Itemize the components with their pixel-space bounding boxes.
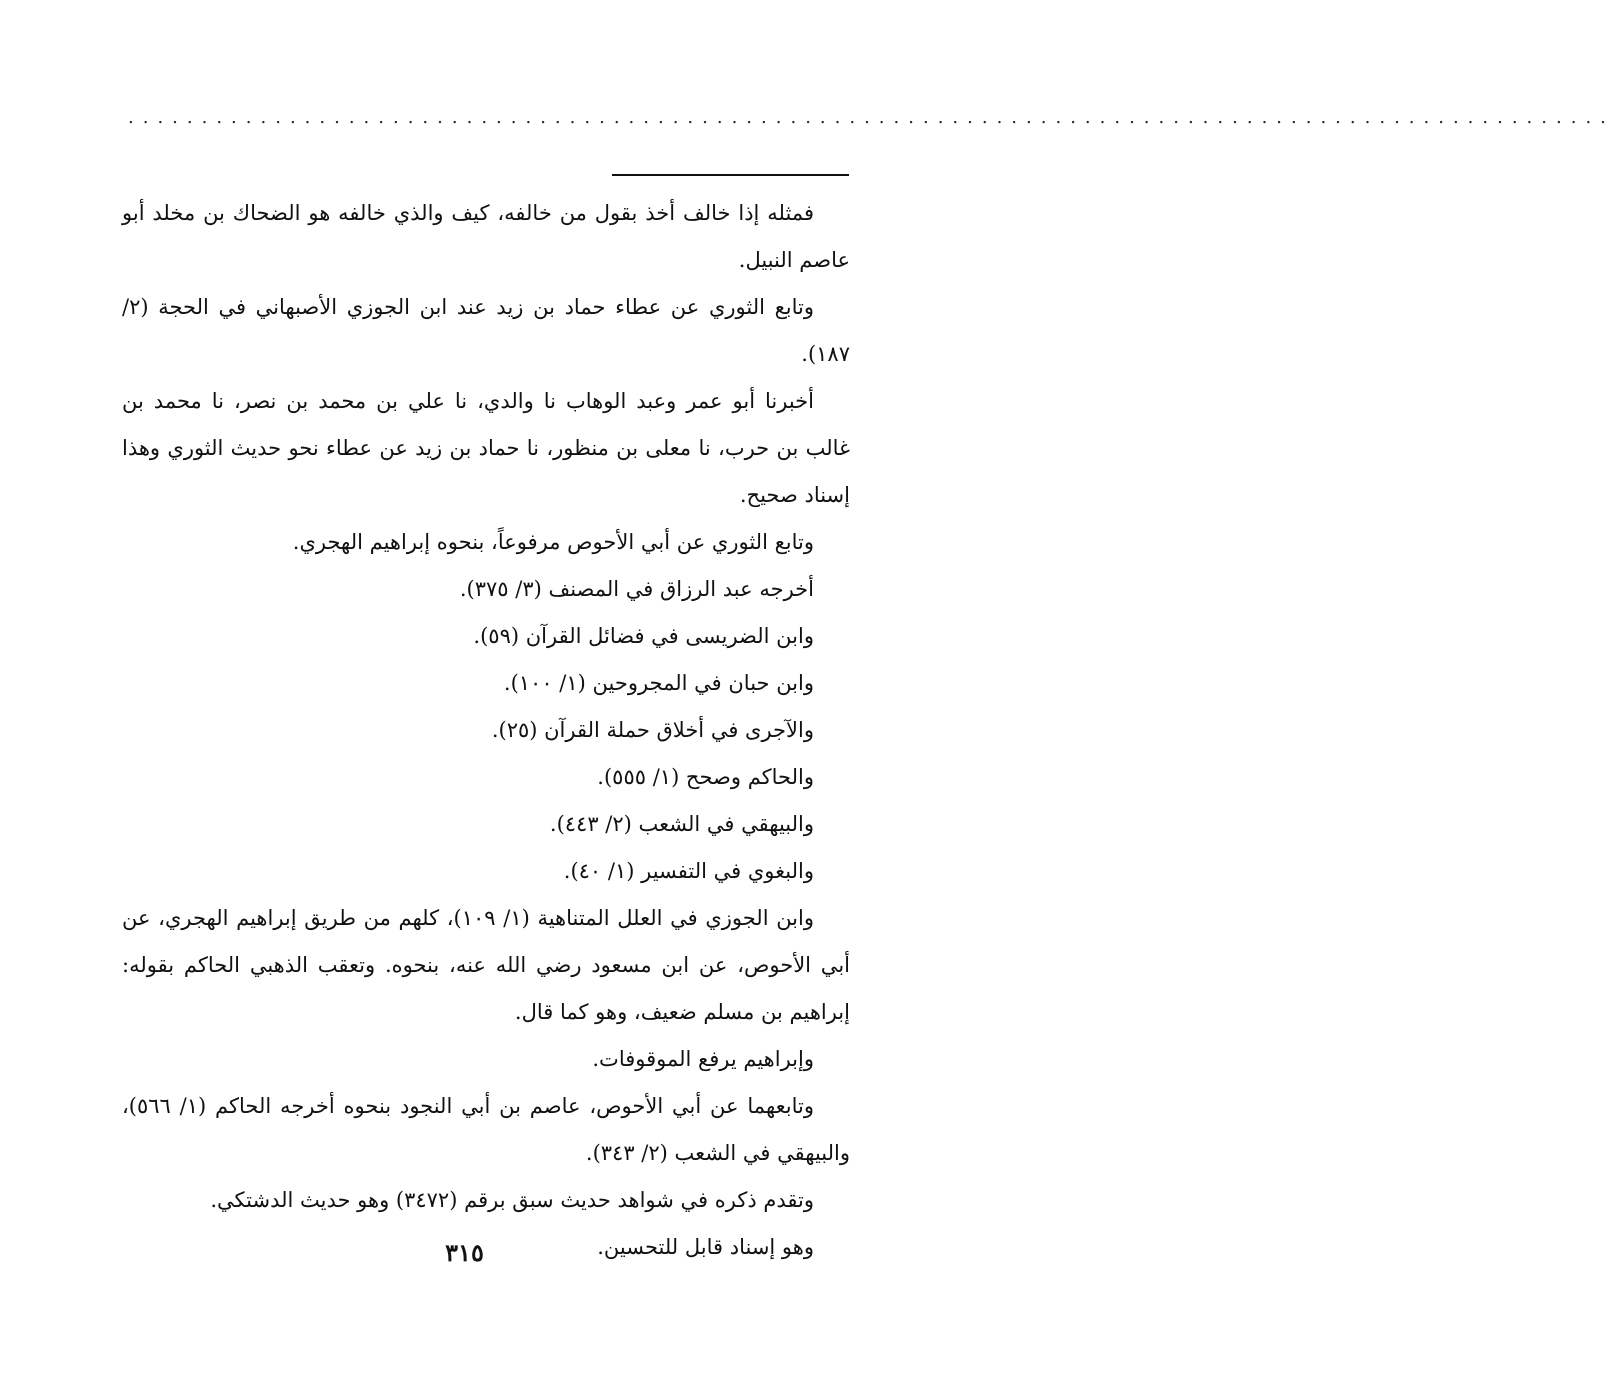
- paragraph-3: أخبرنا أبو عمر وعبد الوهاب نا والدي، نا علي بن محمد بن نصر، نا محمد بن غالب بن حرب، نا معلى بن منظور، نا حماد بن زيد عن عطاء نحو حديث الثوري وهذا إسناد صحيح.: [122, 389, 850, 507]
- paragraph-1: فمثله إذا خالف أخذ بقول من خالفه، كيف والذي خالفه هو الضحاك بن مخلد أبو عاصم النبيل.: [122, 201, 850, 272]
- paragraph-conclusion: وهو إسناد قابل للتحسين.: [597, 1235, 814, 1259]
- paragraph-shawahid: وتقدم ذكره في شواهد حديث سبق برقم (٣٤٧٢) وهو حديث الدشتكي.: [210, 1188, 814, 1212]
- paragraph-ibrahim: وإبراهيم يرفع الموقوفات.: [592, 1047, 814, 1071]
- citation-ajurri: والآجرى في أخلاق حملة القرآن (٢٥).: [491, 718, 814, 742]
- paragraph-ibn-jawzi: وابن الجوزي في العلل المتناهية (١/ ١٠٩)، كلهم من طريق إبراهيم الهجري، عن أبي الأحوص، عن ابن مسعود رضي الله عنه، بنحوه. وتعقب الذهبي الحاكم بقوله: إبراهيم بن مسلم ضعيف، وهو كما قال.: [122, 906, 850, 1024]
- dotted-separator: .....................................................................................................: [128, 107, 1615, 128]
- footnote-separator-line: [612, 174, 849, 176]
- citation-daris: وابن الضريسى في فضائل القرآن (٥٩).: [473, 624, 814, 648]
- citation-baghawi: والبغوي في التفسير (١/ ٤٠).: [563, 859, 814, 883]
- citation-abdulrazzaq: أخرجه عبد الرزاق في المصنف (٣/ ٣٧٥).: [459, 577, 814, 601]
- paragraph-asim: وتابعهما عن أبي الأحوص، عاصم بن أبي النجود بنحوه أخرجه الحاكم (١/ ٥٦٦)، والبيهقي في الشعب (٢/ ٣٤٣).: [122, 1094, 850, 1165]
- citation-ibn-hibban: وابن حبان في المجروحين (١/ ١٠٠).: [503, 671, 814, 695]
- citation-hakim: والحاكم وصحح (١/ ٥٥٥).: [597, 765, 814, 789]
- page-number: ٣١٥: [445, 1238, 484, 1267]
- main-text: [122, 190, 850, 1271]
- paragraph-2: وتابع الثوري عن عطاء حماد بن زيد عند ابن الجوزي الأصبهاني في الحجة (٢/ ١٨٧).: [122, 295, 850, 366]
- paragraph-4: وتابع الثوري عن أبي الأحوص مرفوعاً، بنحوه إبراهيم الهجري.: [292, 530, 814, 554]
- citation-bayhaqi: والبيهقي في الشعب (٢/ ٤٤٣).: [549, 812, 814, 836]
